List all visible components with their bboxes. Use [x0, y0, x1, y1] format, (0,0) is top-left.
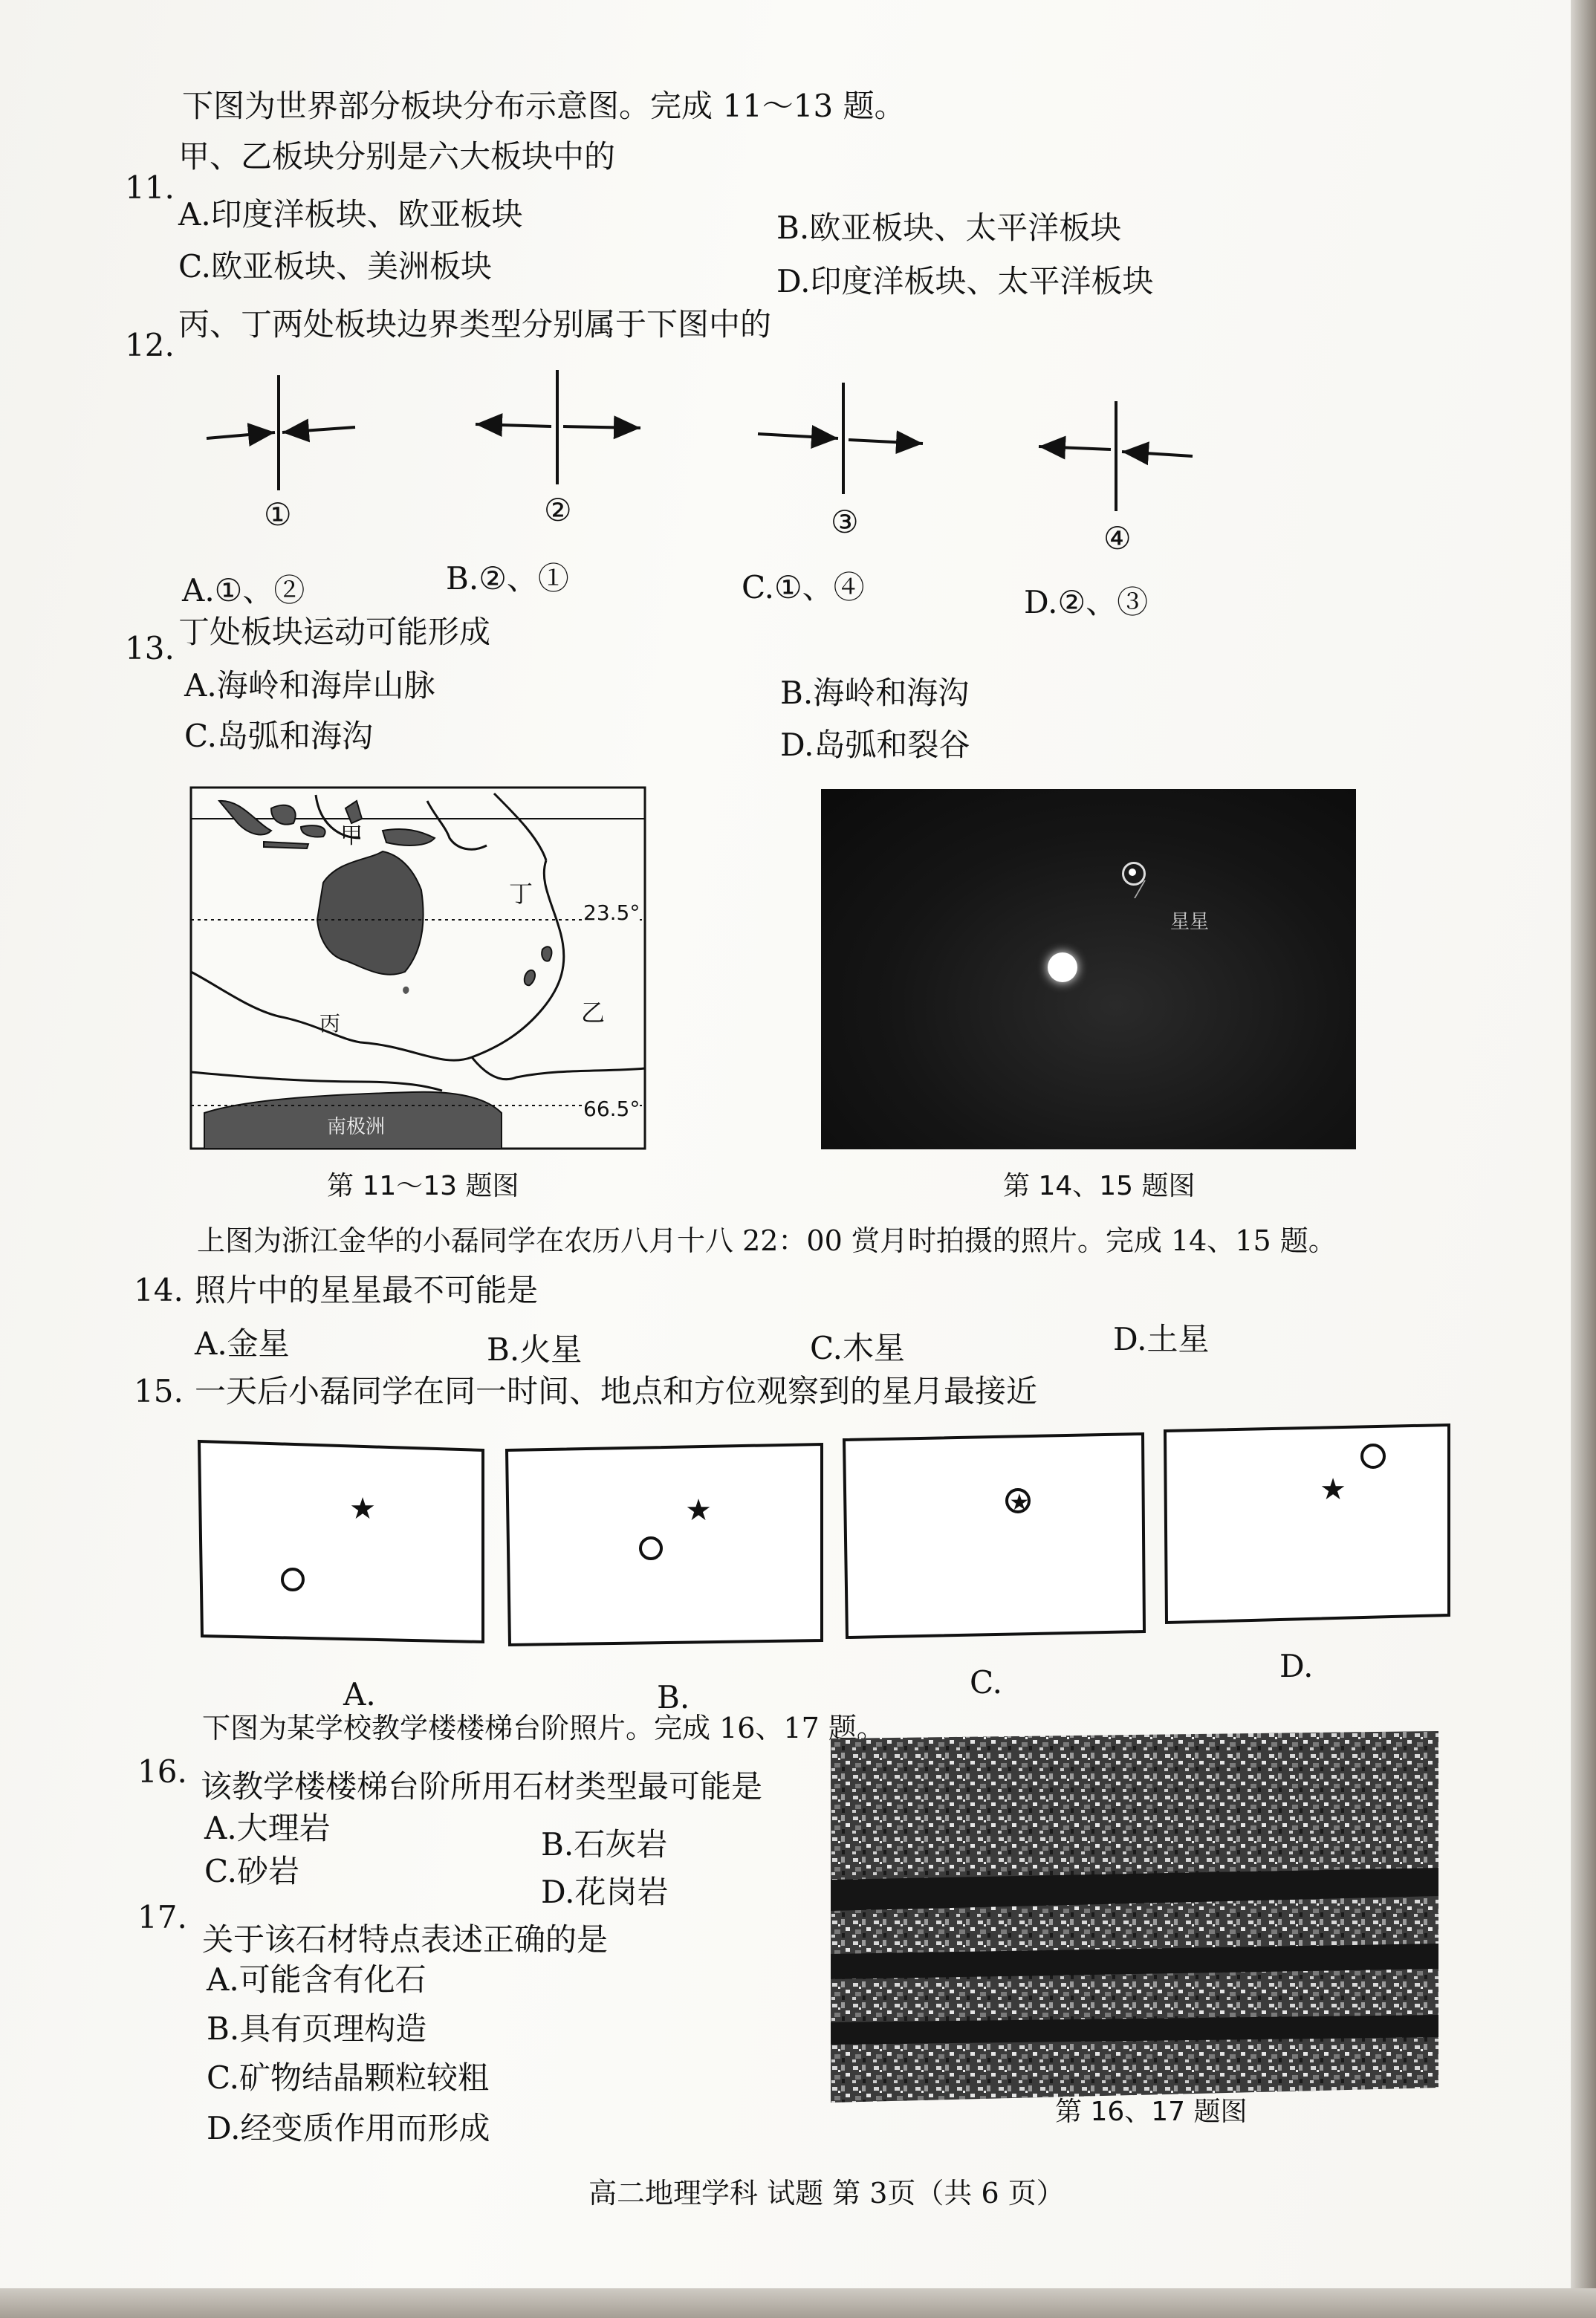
q16-option-b: B.石灰岩 — [541, 1826, 668, 1863]
q11-option-b: B.欧亚板块、太平洋板块 — [776, 210, 1122, 246]
q14-option-d: D.土星 — [1113, 1321, 1210, 1357]
q11-option-c: C.欧亚板块、美洲板块 — [178, 248, 492, 285]
q13-number: 13. — [125, 630, 175, 666]
map-lat-66-5: 66.5° — [583, 1097, 640, 1121]
q11-stem: 甲、乙板块分别是六大板块中的 — [178, 138, 616, 175]
q11-number: 11. — [125, 169, 175, 206]
q11-option-d: D.印度洋板块、太平洋板块 — [776, 263, 1154, 299]
stone-photo-caption: 第 16、17 题图 — [1055, 2097, 1248, 2127]
q16-option-c: C.砂岩 — [204, 1853, 299, 1889]
svg-text:★: ★ — [1320, 1473, 1346, 1507]
q13-stem: 丁处板块运动可能形成 — [178, 614, 491, 650]
page-footer: 高二地理学科 试题 第 3页（共 6 页） — [588, 2177, 1065, 2210]
q15-option-d: D. — [1279, 1648, 1314, 1684]
q13-option-c: C.岛弧和海沟 — [184, 718, 373, 754]
q17-option-b: B.具有页理构造 — [207, 2010, 427, 2047]
q13-option-b: B.海岭和海沟 — [780, 675, 970, 711]
q12-option-b: B.②、① — [446, 560, 569, 597]
q11-option-a: A.印度洋板块、欧亚板块 — [178, 196, 523, 233]
diagram-label-1: ① — [264, 496, 292, 533]
q16-stem: 该教学楼楼梯台阶所用石材类型最可能是 — [201, 1768, 763, 1805]
q17-option-d: D.经变质作用而形成 — [207, 2110, 490, 2146]
q12-option-c: C.①、④ — [742, 569, 865, 606]
q12-stem: 丙、丁两处板块边界类型分别属于下图中的 — [178, 306, 772, 342]
q13-option-a: A.海岭和海岸山脉 — [184, 667, 435, 704]
q15-stem: 一天后小磊同学在同一时间、地点和方位观察到的星月最接近 — [195, 1373, 1038, 1409]
map-label-jia: 甲 — [340, 823, 363, 849]
q15-option-b: B. — [657, 1679, 690, 1715]
intro-plates: 下图为世界部分板块分布示意图。完成 11～13 题。 — [182, 88, 906, 124]
q15-panel-c — [844, 1434, 1144, 1637]
q17-stem: 关于该石材特点表述正确的是 — [202, 1921, 609, 1958]
q14-option-a: A.金星 — [195, 1325, 290, 1362]
diagram-label-4: ④ — [1103, 520, 1132, 556]
q16-number: 16. — [137, 1753, 187, 1790]
q12-number: 12. — [125, 327, 175, 363]
q13-option-d: D.岛弧和裂谷 — [780, 727, 970, 763]
q14-number: 14. — [134, 1272, 184, 1308]
q15-panel-b — [507, 1444, 822, 1645]
map-caption: 第 11～13 题图 — [327, 1171, 519, 1201]
svg-text:★: ★ — [1009, 1490, 1030, 1516]
q15-option-c: C. — [970, 1664, 1002, 1701]
q14-stem: 照片中的星星最不可能是 — [195, 1272, 539, 1308]
q12-option-d: D.②、③ — [1024, 584, 1149, 620]
q16-option-a: A.大理岩 — [204, 1810, 331, 1846]
q17-number: 17. — [137, 1899, 187, 1935]
q14-option-c: C.木星 — [810, 1330, 905, 1366]
q17-option-c: C.矿物结晶颗粒较粗 — [207, 2059, 489, 2096]
map-label-ding: 丁 — [509, 880, 533, 908]
svg-text:★: ★ — [349, 1492, 376, 1526]
map-label-bing: 丙 — [319, 1011, 341, 1036]
map-lat-23-5: 23.5° — [583, 900, 640, 925]
intro-stone: 下图为某学校教学楼楼梯台阶照片。完成 16、17 题。 — [202, 1712, 885, 1744]
svg-text:★: ★ — [685, 1493, 712, 1528]
diagram-label-3: ③ — [831, 504, 859, 540]
q16-option-d: D.花岗岩 — [541, 1874, 669, 1910]
q17-option-a: A.可能含有化石 — [207, 1961, 426, 1998]
q15-panel-d — [1165, 1425, 1449, 1623]
star-label: 星星 — [1170, 911, 1210, 933]
map-label-antarctica: 南极洲 — [327, 1116, 386, 1138]
intro-moon: 上图为浙江金华的小磊同学在农历八月十八 22：00 赏月时拍摄的照片。完成 14、15 题。 — [197, 1224, 1337, 1257]
q15-number: 15. — [134, 1373, 184, 1409]
moon-photo-caption: 第 14、15 题图 — [1003, 1171, 1196, 1201]
q12-option-a: A.①、② — [182, 572, 305, 608]
map-label-yi: 乙 — [581, 999, 606, 1027]
diagram-label-2: ② — [544, 492, 572, 528]
stone-stairs-photo — [831, 1731, 1438, 2103]
q14-option-b: B.火星 — [487, 1331, 583, 1368]
q15-panel-a — [199, 1441, 483, 1642]
q15-option-a: A. — [343, 1676, 376, 1712]
